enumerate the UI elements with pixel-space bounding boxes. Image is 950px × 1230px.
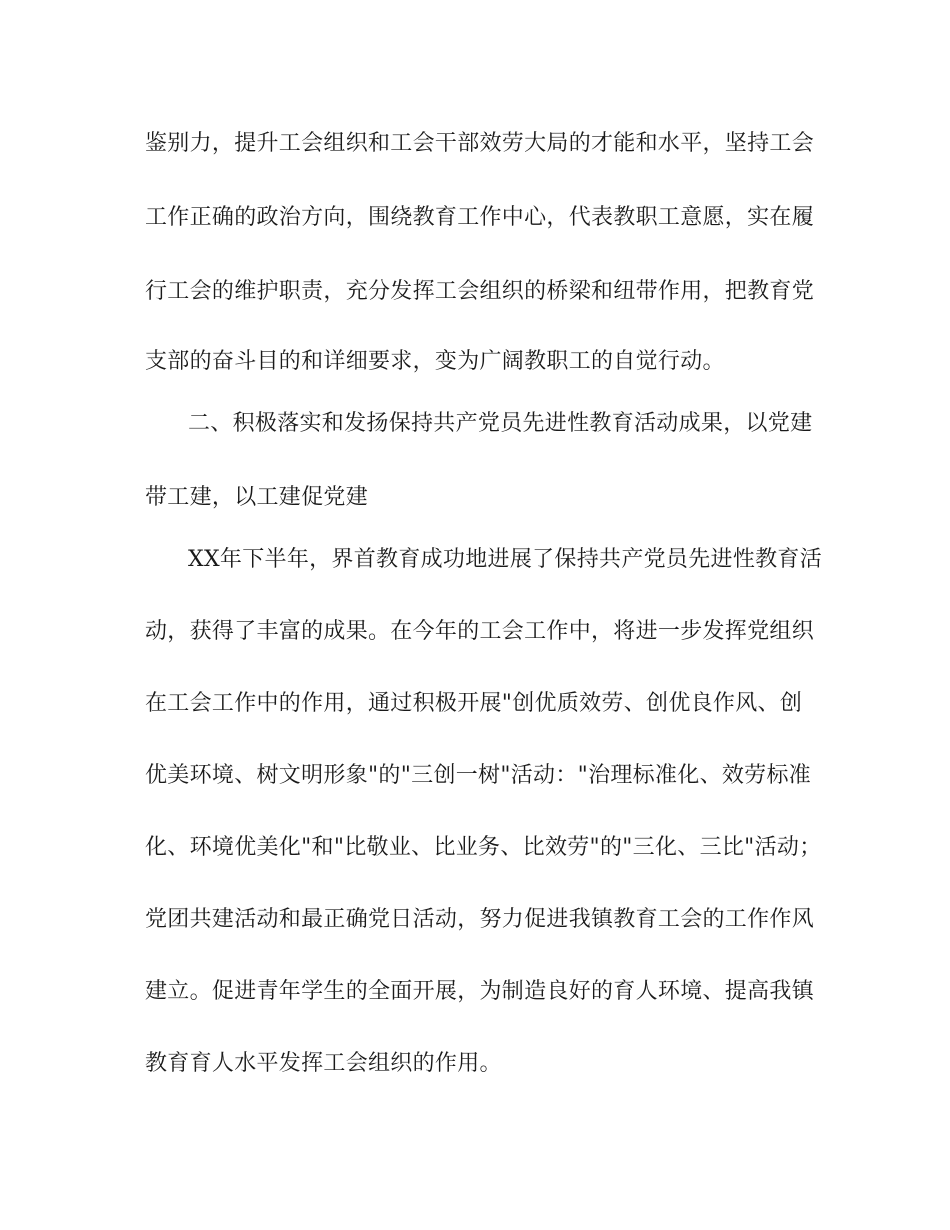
section-heading-line-2: 带工建，以工建促党建: [145, 485, 369, 510]
paragraph-2-line-3: 在工会工作中的作用，通过积极开展"创优质效劳、创优良作风、创: [145, 691, 803, 716]
paragraph-1-line-2: 工作正确的政治方向，围绕教育工作中心，代表教职工意愿，实在履: [145, 205, 815, 230]
section-heading-line-1: 二、积极落实和发扬保持共产党员先进性教育活动成果，以党建: [188, 411, 813, 436]
paragraph-1-line-3: 行工会的维护职责，充分发挥工会组织的桥梁和纽带作用，把教育党: [145, 279, 815, 304]
paragraph-2-line-8: 教育育人水平发挥工会组织的作用。: [145, 1051, 502, 1076]
paragraph-2-line-5: 化、环境优美化"和"比敬业、比业务、比效劳"的"三化、三比"活动；: [145, 835, 822, 860]
paragraph-1-line-1: 鉴别力，提升工会组织和工会干部效劳大局的才能和水平，坚持工会: [145, 131, 815, 156]
paragraph-1-line-4: 支部的奋斗目的和详细要求，变为广阔教职工的自觉行动。: [145, 349, 725, 374]
paragraph-2-line-7: 建立。促进青年学生的全面开展，为制造良好的育人环境、提高我镇: [145, 979, 815, 1004]
paragraph-2-line-2: 动，获得了丰富的成果。在今年的工会工作中，将进一步发挥党组织: [145, 619, 815, 644]
paragraph-2-line-1: XX年下半年，界首教育成功地进展了保持共产党员先进性教育活: [188, 547, 823, 572]
paragraph-2-line-4: 优美环境、树文明形象"的"三创一树"活动："治理标准化、效劳标准: [145, 763, 812, 788]
paragraph-2-line-6: 党团共建活动和最正确党日活动，努力促进我镇教育工会的工作作风: [145, 907, 815, 932]
